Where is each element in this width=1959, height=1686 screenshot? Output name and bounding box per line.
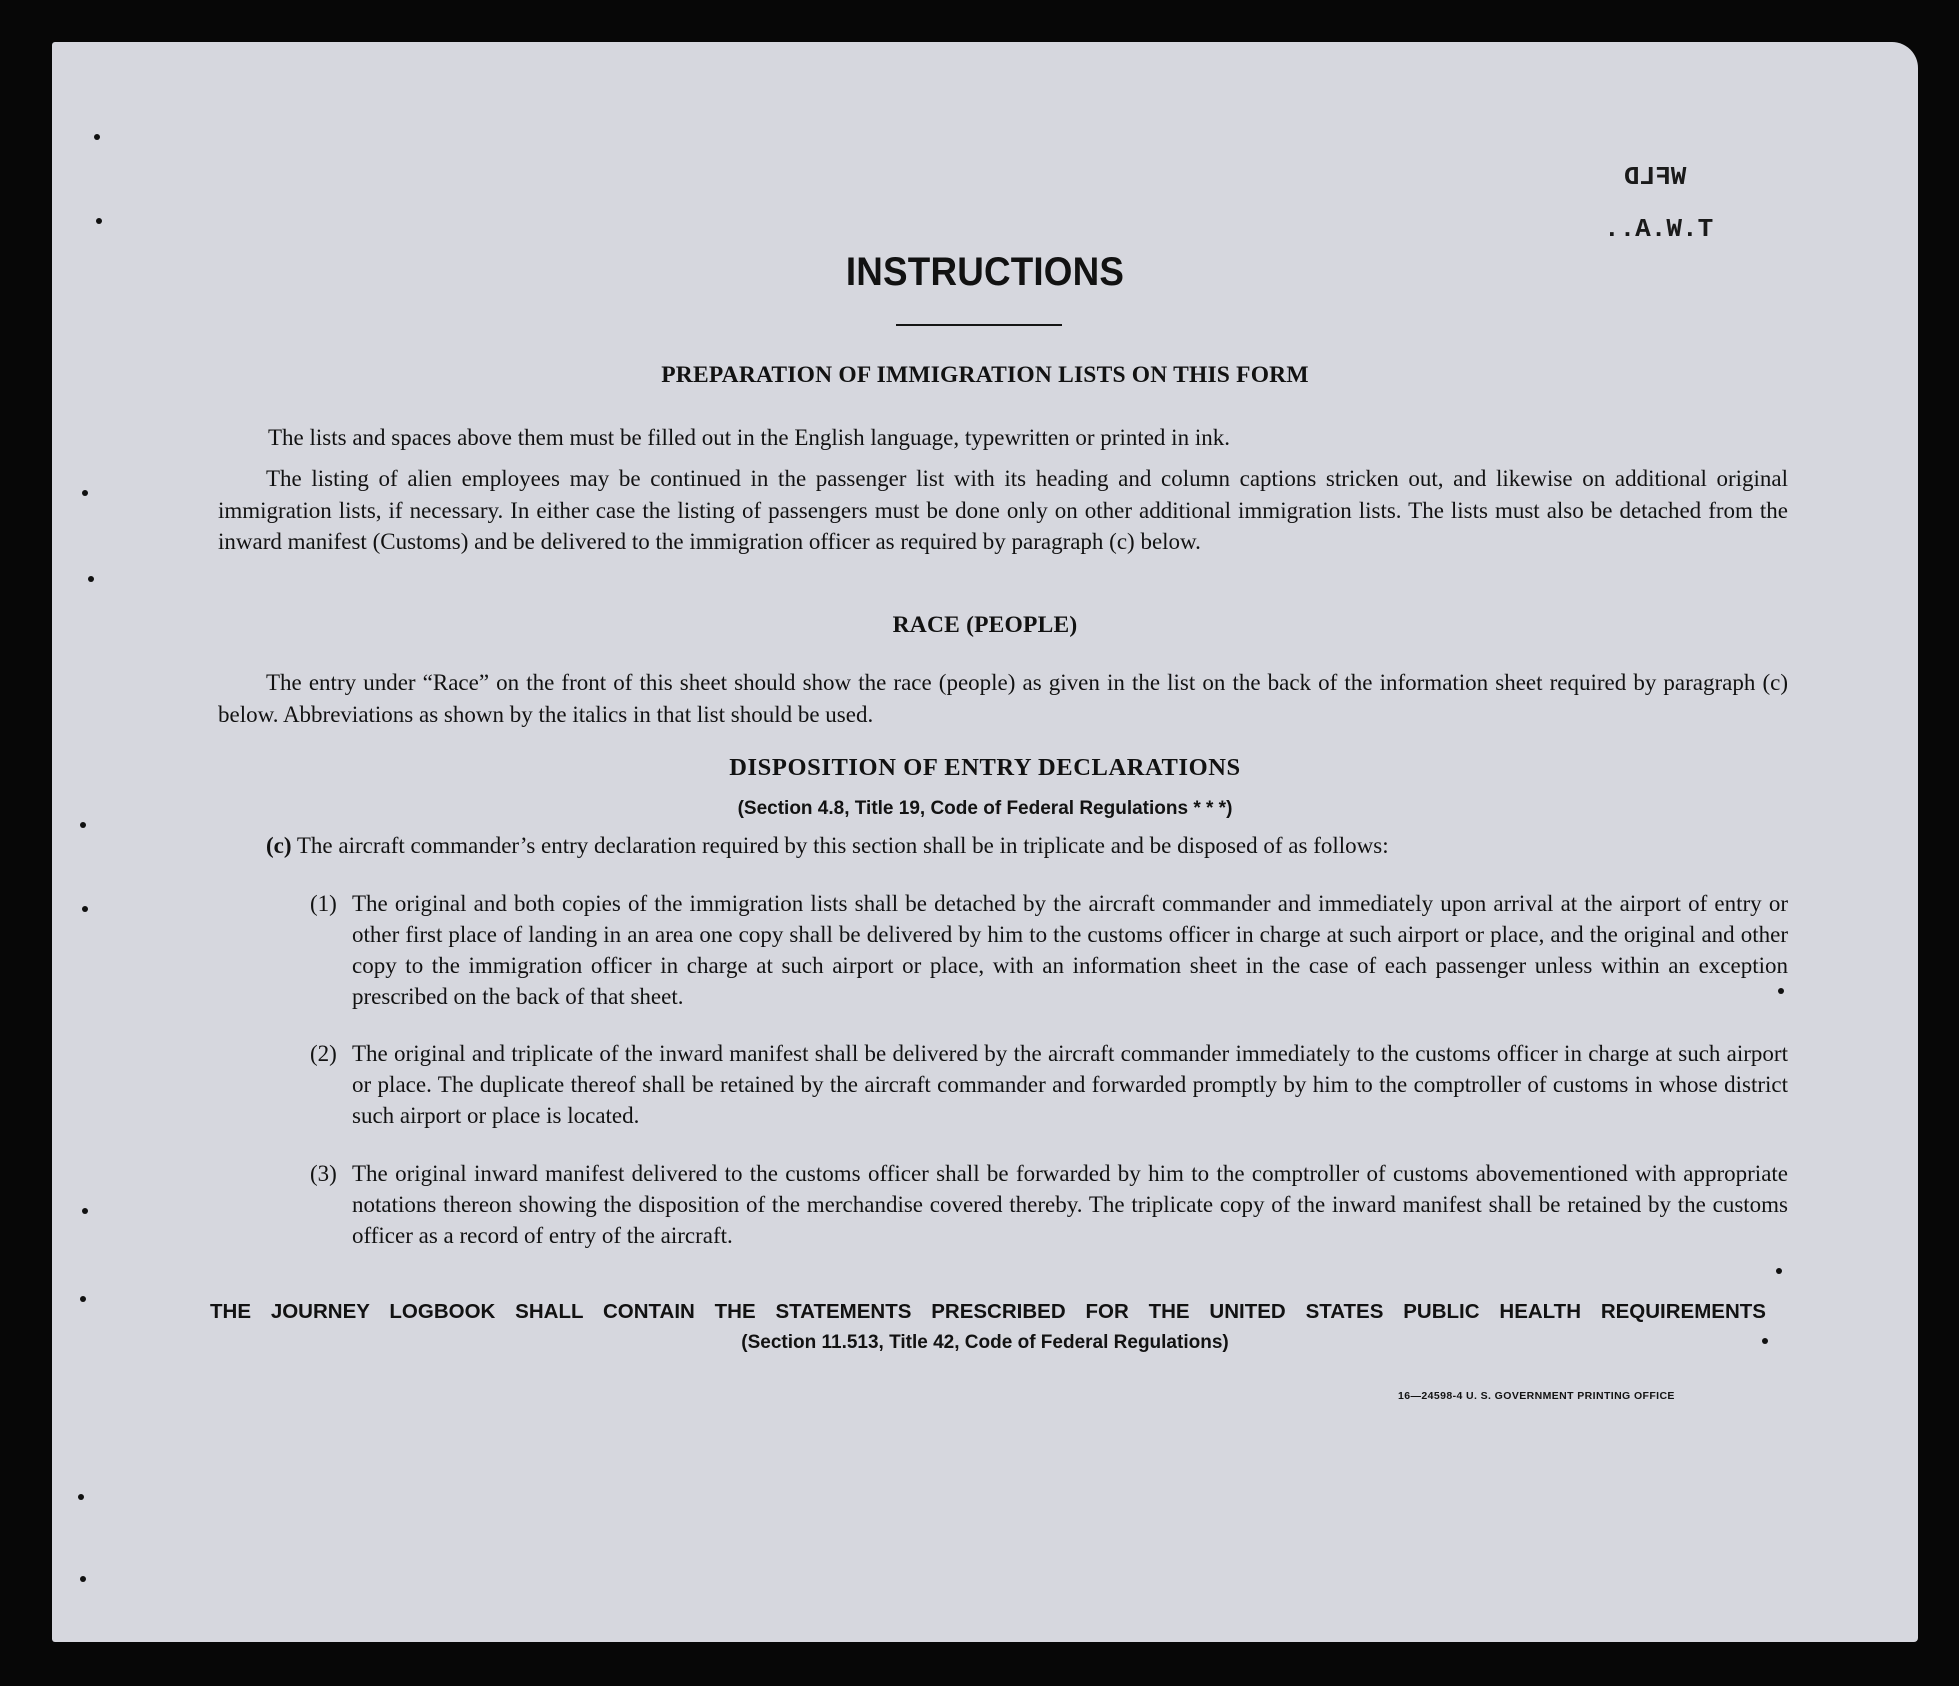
list-item-2 [310, 1038, 1788, 1131]
scan-speck [82, 490, 88, 496]
list-item-text: The original inward manifest delivered to the customs officer shall be forwarded by him to the comptroller of customs abovementioned with appropriate notations thereon showing the disposition of the merchandise covered thereby. The triplicate copy of the inward manifest shall be retained by the customs officer as a record of entry of the aircraft. [352, 1161, 1788, 1248]
disposition-citation: (Section 4.8, Title 19, Code of Federal Regulations * * *) [737, 798, 1233, 819]
health-requirements-statement: THE JOURNEY LOGBOOK SHALL CONTAIN THE STATEMENTS PRESCRIBED FOR THE UNITED STATES PUBLIC HEALTH REQUIREMENTS [210, 1300, 1766, 1323]
scan-speck [80, 1576, 86, 1582]
scan-speck [96, 218, 102, 224]
list-item-number: (1) [310, 891, 337, 916]
scan-speck [82, 906, 88, 912]
document-sheet [52, 42, 1918, 1642]
health-requirements-citation: (Section 11.513, Title 42, Code of Federal Regulations) [741, 1332, 1229, 1353]
list-item-1 [310, 888, 1788, 1012]
heading-disposition: DISPOSITION OF ENTRY DECLARATIONS [729, 754, 1241, 781]
paragraph-race: The entry under “Race” on the front of this sheet should show the race (people) as given in the list on the back of the information sheet required by paragraph (c) below. Abbreviations as shown by the italics in that list should be used. [218, 670, 1788, 727]
scan-speck [1776, 1268, 1782, 1274]
paragraph-alien-employees: The listing of alien employees may be continued in the passenger list with its heading and column captions stricken out, and likewise on additional original immigration lists, if necessary. In either case the listing of passengers must be done only on other additional immigration lists. The lists must also be detached from the inward manifest (Customs) and be delivered to the immigration officer as required by paragraph (c) below. [218, 466, 1788, 554]
intro-label: (c) [266, 833, 292, 858]
list-item-text: The original and triplicate of the inward manifest shall be delivered by the aircraft commander immediately to the customs officer in charge at such airport or place. The duplicate thereof shall be retained by the aircraft commander and forwarded promptly by him to the comptroller of customs in whose district such airport or place is located. [352, 1041, 1788, 1128]
scan-speck [80, 822, 86, 828]
scan-speck [78, 1494, 84, 1500]
scan-speck [88, 576, 94, 582]
heading-race: RACE (PEOPLE) [892, 612, 1078, 638]
list-item-text: The original and both copies of the immigration lists shall be detached by the aircraft commander and immediately upon arrival at the airport of entry or other first place of landing in an area one copy shall be delivered by him to the customs officer in charge at such airport or place, and the original and other copy to the immigration officer in charge at such airport or place, with an information sheet in the case of each passenger unless within an exception prescribed on the back of that sheet. [352, 891, 1788, 1009]
scan-speck [1762, 1338, 1768, 1344]
print-code: 16—24598-4 U. S. GOVERNMENT PRINTING OFFICE [1398, 1390, 1675, 1402]
disposition-intro [266, 830, 1766, 862]
scan-speck [80, 1296, 86, 1302]
list-item-number: (2) [310, 1041, 337, 1066]
scan-speck [1778, 988, 1784, 994]
intro-text: The aircraft commander’s entry declaration required by this section shall be in triplicate and be disposed of as follows: [296, 833, 1389, 858]
list-item-3 [310, 1158, 1788, 1251]
heading-preparation: PREPARATION OF IMMIGRATION LISTS ON THIS FORM [661, 362, 1309, 388]
list-item-number: (3) [310, 1161, 337, 1186]
page-title: INSTRUCTIONS [845, 250, 1125, 294]
paragraph-language: The lists and spaces above them must be filled out in the English language, typewritten or printed in ink. [268, 425, 1230, 450]
scan-speck [94, 134, 100, 140]
stamp-twa: T.W.A.. [1604, 214, 1714, 244]
title-divider [896, 324, 1062, 326]
scan-speck [82, 1208, 88, 1214]
stamp-wfld: WFLD [1624, 162, 1687, 192]
